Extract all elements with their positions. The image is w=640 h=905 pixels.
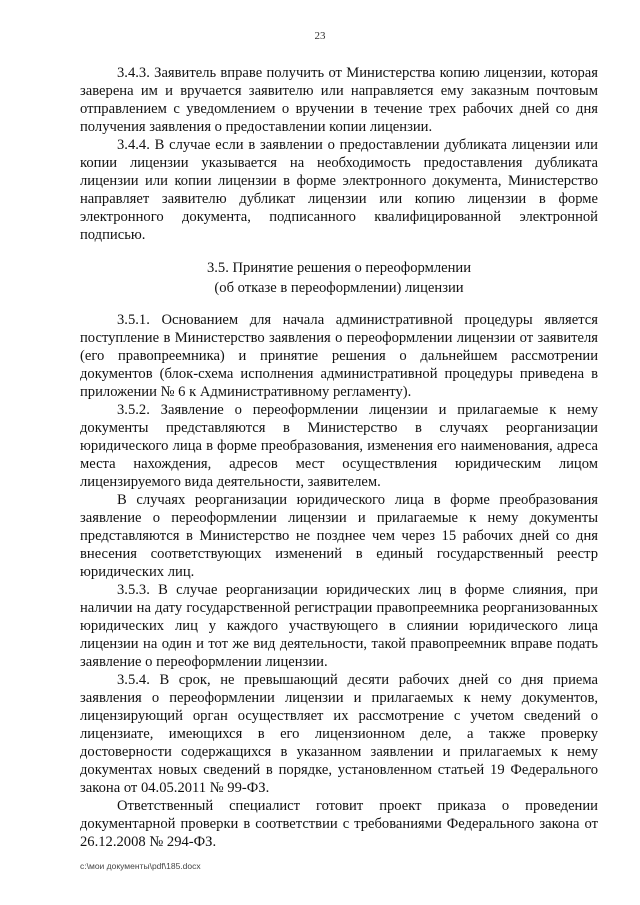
paragraph-3-4-3: 3.4.3. Заявитель вправе получить от Министерства копию лицензии, которая заверена им и вручается заявителю или направляется ему заказным почтовым отправлением с уведомлением о вручении в течение трех рабочих дней со дня получения заявления о предоставлении копии лицензии. bbox=[80, 65, 598, 135]
section-heading-3-5 bbox=[80, 258, 598, 298]
paragraph-3-4-4: 3.4.4. В случае если в заявлении о предоставлении дубликата лицензии или копии лицензии указывается на необходимость предоставления дубликата лицензии или копии лицензии в форме электронного документа, Министерство направляет заявителю дубликат лицензии или копию лицензии в форме электронного документа, подписанного квалифицированной электронной подписью. bbox=[80, 137, 598, 243]
document-body bbox=[80, 64, 598, 851]
section-heading-line2: (об отказе в переоформлении) лицензии bbox=[214, 280, 464, 296]
paragraph-responsible-specialist: Ответственный специалист готовит проект приказа о проведении документарной проверки в соответствии с требованиями Федерального закона от 26.12.2008 № 294-ФЗ. bbox=[80, 798, 598, 850]
paragraph-3-5-2-continued: В случаях реорганизации юридического лица в форме преобразования заявление о переоформлении лицензии и прилагаемые к нему документы представляются в Министерство не позднее чем через 15 рабочих дней со дня внесения соответствующих изменений в единый государственный реестр юридических лиц. bbox=[80, 492, 598, 580]
paragraph-3-5-2: 3.5.2. Заявление о переоформлении лицензии и прилагаемые к нему документы представляются в Министерство в случаях реорганизации юридического лица в форме преобразования, изменения его наименования, адреса места нахождения, адресов мест осуществления юридическим лицом лицензируемого вида деятельности, заявителем. bbox=[80, 402, 598, 490]
paragraph-3-5-3: 3.5.3. В случае реорганизации юридических лиц в форме слияния, при наличии на дату государственной регистрации правопреемника реорганизованных юридических лиц у каждого участвующего в слиянии юридического лица лицензии на один и тот же вид деятельности, такой правопреемник вправе подать заявление о переоформлении лицензии. bbox=[80, 582, 598, 670]
page-number: 23 bbox=[314, 30, 326, 42]
paragraph-3-5-4: 3.5.4. В срок, не превышающий десяти рабочих дней со дня приема заявления о переоформлении лицензии и прилагаемых к нему документов, лицензирующий орган осуществляет их рассмотрение с учетом сведений о лицензиате, имеющихся в его лицензионном деле, а также проверку достоверности содержащихся в указанном заявлении и прилагаемых к нему документах новых сведений в порядке, установленном статьей 19 Федерального закона от 04.05.2011 № 99-ФЗ. bbox=[80, 672, 598, 796]
paragraph-3-5-1: 3.5.1. Основанием для начала административной процедуры является поступление в Министерство заявления о переоформлении лицензии от заявителя (его правопреемника) и принятие решения о дальнейшем рассмотрении документов (блок-схема исполнения административной процедуры приведена в приложении № 6 к Административному регламенту). bbox=[80, 312, 598, 400]
section-heading-line1: 3.5. Принятие решения о переоформлении bbox=[206, 260, 472, 276]
footer-file-path: c:\мои документы\pdf\185.docx bbox=[80, 861, 201, 871]
